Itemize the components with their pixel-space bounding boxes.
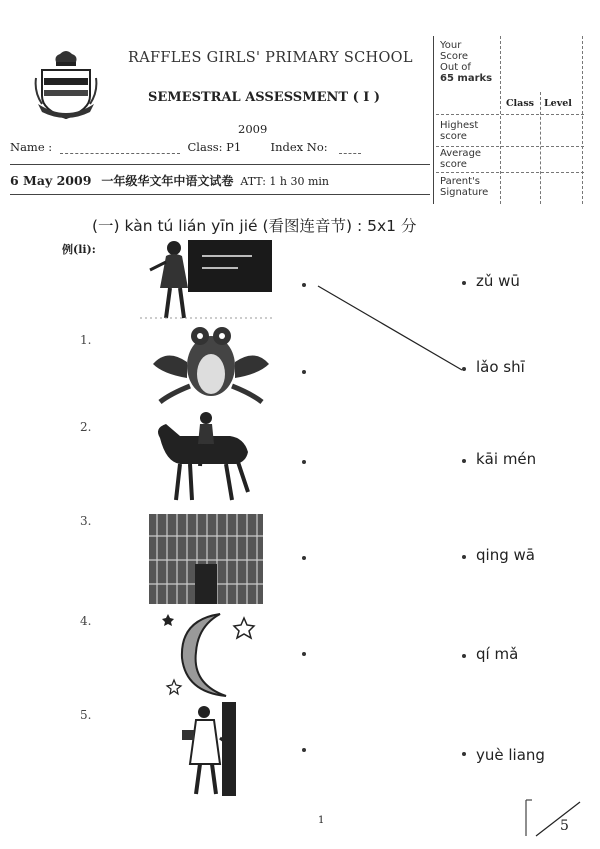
name-label: Name : <box>10 140 53 154</box>
pinyin-option: qing wā <box>476 546 535 564</box>
pinyin-option: yuè liang <box>476 746 545 764</box>
class-label: Class: P1 <box>187 140 242 154</box>
left-match-dot[interactable] <box>302 460 306 464</box>
exam-year: 2009 <box>238 122 268 136</box>
student-info-row <box>10 140 361 154</box>
level-column-header: Level <box>544 98 572 109</box>
paper-title: 一年级华文年中语文试卷 <box>101 174 234 188</box>
header-divider-top <box>10 164 430 165</box>
header-divider-bottom <box>10 194 430 195</box>
time-allowed: ATT: 1 h 30 min <box>240 175 330 188</box>
score-box <box>436 36 584 204</box>
class-column-header: Class <box>506 98 535 109</box>
your-score-label: Your Score Out of 65 marks <box>440 40 493 84</box>
item-number: 5. <box>80 708 92 722</box>
score-box-border <box>433 36 434 204</box>
parent-signature-label: Parent's Signature <box>440 176 489 198</box>
right-match-dot[interactable] <box>462 752 466 756</box>
right-match-dot[interactable] <box>462 459 466 463</box>
horse-rider-picture <box>150 410 255 505</box>
page-marks-total: 5 <box>560 818 569 834</box>
pinyin-option: qí mǎ <box>476 645 519 663</box>
assessment-title: SEMESTRAL ASSESSMENT ( I ) <box>148 90 381 105</box>
school-name: RAFFLES GIRLS' PRIMARY SCHOOL <box>128 50 413 66</box>
page-marks-box <box>512 796 584 840</box>
left-match-dot[interactable] <box>302 748 306 752</box>
frog-picture <box>150 322 272 404</box>
index-label: Index No: <box>270 140 328 154</box>
school-crest-logo <box>34 48 98 124</box>
moon-picture <box>160 606 260 701</box>
pinyin-option: zǔ wū <box>476 272 520 290</box>
house-picture <box>145 506 267 606</box>
index-field[interactable] <box>339 143 361 154</box>
teacher-picture <box>140 234 275 326</box>
right-match-dot[interactable] <box>462 555 466 559</box>
item-number: 4. <box>80 614 92 628</box>
item-number: 3. <box>80 514 92 528</box>
right-match-dot[interactable] <box>462 281 466 285</box>
pinyin-option: lǎo shī <box>476 358 525 376</box>
right-match-dot[interactable] <box>462 367 466 371</box>
page-number: 1 <box>318 815 325 826</box>
opening-door-picture <box>178 700 242 798</box>
pinyin-option: kāi mén <box>476 450 537 468</box>
section-title: (一) kàn tú lián yīn jié (看图连音节) : 5x1 分 <box>92 217 417 235</box>
exam-date: 6 May 2009 <box>10 173 92 188</box>
example-label: 例(li): <box>62 243 96 256</box>
average-score-label: Average score <box>440 148 482 170</box>
left-match-dot[interactable] <box>302 556 306 560</box>
exam-info-row <box>10 172 329 189</box>
highest-score-label: Highest score <box>440 120 479 142</box>
right-match-dot[interactable] <box>462 654 466 658</box>
item-number: 1. <box>80 333 92 347</box>
left-match-dot[interactable] <box>302 652 306 656</box>
name-field[interactable] <box>60 143 180 154</box>
example-connecting-line <box>300 280 470 375</box>
item-number: 2. <box>80 420 92 434</box>
